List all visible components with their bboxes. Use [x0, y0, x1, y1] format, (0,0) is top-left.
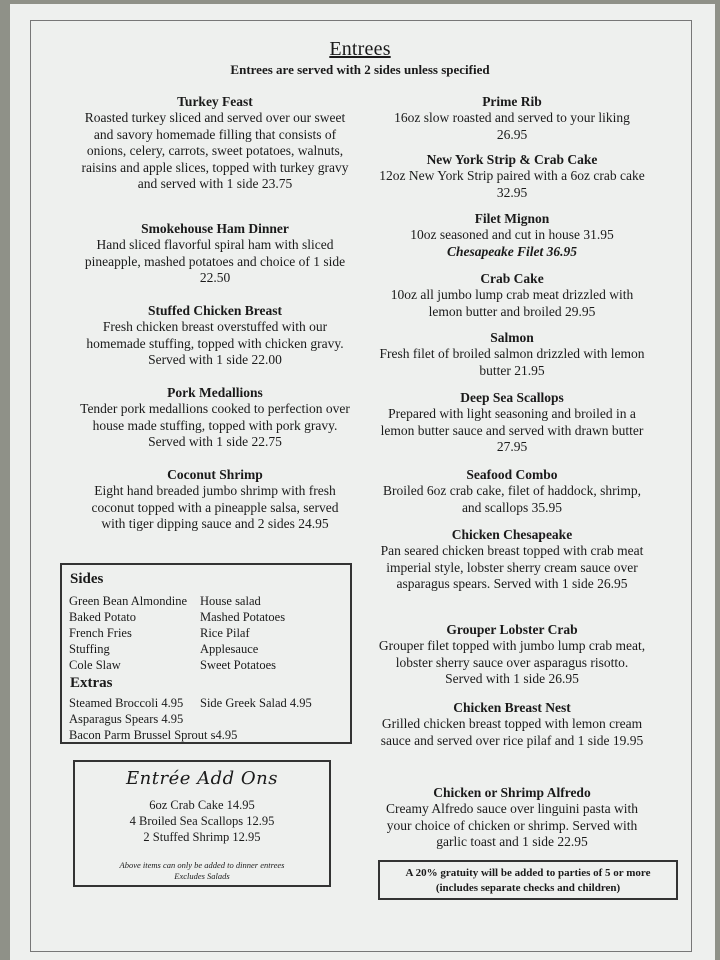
item-description: Prepared with light seasoning and broiled in a lemon butter sauce and served with drawn butter 27.95	[380, 406, 644, 454]
item-description: Broiled 6oz crab cake, filet of haddock, shrimp, and scallops 35.95	[383, 483, 641, 515]
menu-item-prime-rib	[378, 94, 646, 143]
addons-heading: Entrée Add Ons	[126, 768, 278, 789]
item-description: Grilled chicken breast topped with lemon cream sauce and served over rice pilaf and 1 side 19.95	[380, 716, 644, 748]
menu-item-chicken-breast-nest	[378, 700, 646, 749]
side-item: House salad	[200, 594, 261, 608]
side-item: Mashed Potatoes	[200, 610, 286, 624]
addons-fine-print: Above items can only be added to dinner entrees	[119, 860, 285, 870]
item-description: Fresh chicken breast overstuffed with our homemade stuffing, topped with chicken gravy. Served with 1 side 22.00	[86, 319, 344, 367]
menu-item-ny-strip-crab	[378, 152, 646, 201]
side-item: Green Bean Almondine	[69, 594, 188, 608]
item-name: Smokehouse Ham Dinner	[141, 221, 289, 236]
menu-item-grouper-lobster-crab	[378, 622, 646, 688]
item-name: Prime Rib	[482, 94, 542, 109]
menu-item-stuffed-chicken	[80, 303, 350, 369]
extra-item: Asparagus Spears 4.95	[69, 712, 184, 726]
menu-item-deep-sea-scallops	[378, 390, 646, 456]
menu-item-smokehouse-ham	[80, 221, 350, 287]
menu-item-seafood-combo	[378, 467, 646, 516]
item-description: Roasted turkey sliced and served over our sweet and savory homemade filling that consists of onions, celery, carrots, sweet potatoes, walnuts, raisins and apple slices, topped with turkey gravy and served with 1 side 23.75	[81, 110, 349, 191]
addon-item: 4 Broiled Sea Scallops 12.95	[129, 814, 275, 828]
menu-item-chicken-chesapeake	[378, 527, 646, 593]
item-name: New York Strip & Crab Cake	[426, 152, 598, 167]
gratuity-line: (includes separate checks and children)	[435, 882, 621, 894]
item-description: Creamy Alfredo sauce over linguini pasta with your choice of chicken or shrimp. Served with garlic toast and 1 side 22.95	[386, 801, 638, 849]
item-name: Stuffed Chicken Breast	[147, 303, 282, 318]
item-description: Tender pork medallions cooked to perfection over house made stuffing, topped with pork gravy. Served with 1 side 22.75	[80, 401, 350, 449]
item-name: Grouper Lobster Crab	[446, 622, 578, 637]
gratuity-notice	[378, 860, 678, 900]
extras-heading: Extras	[70, 675, 113, 691]
side-item: Stuffing	[69, 642, 110, 656]
side-item: Rice Pilaf	[200, 626, 250, 640]
menu-item-crab-cake	[378, 271, 646, 320]
extra-item: Bacon Parm Brussel Sprout s4.95	[69, 728, 238, 742]
extra-item: Steamed Broccoli 4.95	[69, 696, 184, 710]
item-name: Turkey Feast	[177, 94, 253, 109]
item-description: Pan seared chicken breast topped with crab meat imperial style, lobster sherry cream sauce over asparagus spears. Served with 1 side 26.95	[380, 543, 644, 591]
page-subtitle: Entrees are served with 2 sides unless specified	[230, 62, 490, 77]
sides-panel	[60, 563, 352, 744]
sides-heading: Sides	[70, 571, 104, 587]
item-description: 10oz all jumbo lump crab meat drizzled with lemon butter and broiled 29.95	[390, 287, 634, 319]
item-description: Hand sliced flavorful spiral ham with sliced pineapple, mashed potatoes and choice of 1 side 22.50	[84, 237, 346, 285]
side-item: Sweet Potatoes	[200, 658, 277, 672]
item-name: Chicken or Shrimp Alfredo	[433, 785, 591, 800]
gratuity-line: A 20% gratuity will be added to parties of 5 or more	[405, 867, 651, 879]
addons-panel	[73, 760, 331, 887]
menu-item-pork-medallions	[80, 385, 350, 451]
item-name: Filet Mignon	[474, 211, 550, 226]
addon-item: 2 Stuffed Shrimp 12.95	[143, 830, 261, 844]
item-name: Crab Cake	[480, 271, 544, 286]
addons-fine-print: Excludes Salads	[174, 871, 230, 881]
menu-item-coconut-shrimp	[80, 467, 350, 533]
side-item: Baked Potato	[69, 610, 137, 624]
item-variant: Chesapeake Filet 36.95	[446, 243, 578, 259]
side-item: Cole Slaw	[69, 658, 121, 672]
side-item: French Fries	[69, 626, 132, 640]
menu-item-salmon	[378, 330, 646, 379]
item-description: Grouper filet topped with jumbo lump crab meat, lobster sherry sauce over asparagus risotto. Served with 1 side 26.95	[378, 638, 646, 686]
menu-item-turkey-feast	[80, 94, 350, 193]
item-description: 16oz slow roasted and served to your liking 26.95	[394, 110, 630, 142]
item-name: Salmon	[490, 330, 534, 345]
item-name: Seafood Combo	[466, 467, 558, 482]
extra-item: Side Greek Salad 4.95	[200, 696, 312, 710]
item-name: Coconut Shrimp	[167, 467, 263, 482]
page-title: Entrees	[329, 38, 391, 60]
item-description: Eight hand breaded jumbo shrimp with fresh coconut topped with a pineapple salsa, served with tiger dipping sauce and 2 sides 24.95	[91, 483, 339, 531]
item-name: Pork Medallions	[167, 385, 263, 400]
addon-item: 6oz Crab Cake 14.95	[149, 798, 255, 812]
item-name: Deep Sea Scallops	[460, 390, 564, 405]
side-item: Applesauce	[200, 642, 259, 656]
item-name: Chicken Breast Nest	[453, 700, 571, 715]
item-name: Chicken Chesapeake	[451, 527, 573, 542]
menu-item-filet-mignon	[378, 211, 646, 260]
item-description: 12oz New York Strip paired with a 6oz crab cake 32.95	[379, 168, 645, 200]
item-description: 10oz seasoned and cut in house 31.95	[410, 227, 614, 242]
item-description: Fresh filet of broiled salmon drizzled with lemon butter 21.95	[379, 346, 645, 378]
menu-item-alfredo	[378, 785, 646, 851]
